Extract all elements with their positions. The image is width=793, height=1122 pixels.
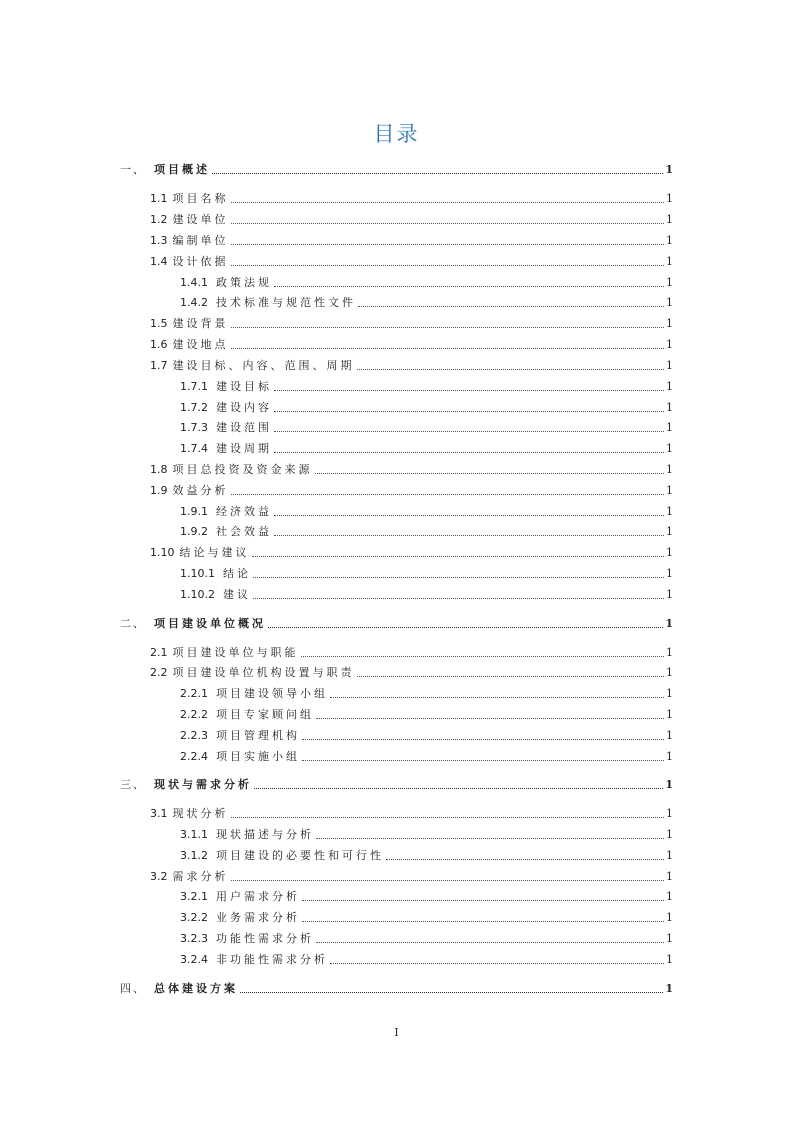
toc-entry-page: 1 (666, 296, 673, 309)
toc-entry-label: 效益分析 (172, 484, 229, 497)
toc-entry-number: 1.7.3 (180, 421, 208, 434)
toc-entry-number: 1.1 (150, 192, 168, 205)
dot-leader (231, 493, 665, 495)
toc-entry-number: 2.2 (150, 666, 168, 679)
toc-entry-number: 2.1 (150, 646, 168, 659)
toc-entry-label: 项目实施小组 (216, 750, 300, 763)
toc-entry-page: 1 (665, 163, 673, 176)
toc-entry-label: 建设背景 (172, 317, 229, 330)
dot-leader (274, 389, 664, 391)
toc-entry-label: 项目建设单位机构设置与职责 (172, 666, 355, 679)
dot-leader (274, 534, 664, 536)
dot-leader (274, 410, 664, 412)
toc-entry-level-2[interactable] (150, 662, 673, 680)
toc-entry-page: 1 (666, 870, 673, 883)
toc-entry-level-3[interactable] (180, 845, 673, 863)
toc-entry-number: 3.1.2 (180, 849, 208, 862)
dot-leader (302, 738, 664, 740)
toc-entry-level-2[interactable] (150, 642, 673, 660)
toc-entry-label: 用户需求分析 (216, 890, 300, 903)
dot-leader (231, 201, 665, 203)
toc-entry-number: 2.2.1 (180, 687, 208, 700)
toc-entry-level-2[interactable] (150, 866, 673, 884)
toc-entry-label: 项目专家顾问组 (216, 708, 314, 721)
dot-leader (274, 285, 664, 287)
toc-entry-page: 1 (666, 588, 673, 601)
dot-leader (231, 879, 665, 881)
dot-leader (316, 941, 664, 943)
toc-entry-level-2[interactable] (150, 334, 673, 352)
toc-entry-page: 1 (666, 828, 673, 841)
toc-entry-level-1[interactable] (120, 613, 673, 631)
toc-entry-page: 1 (665, 778, 673, 791)
toc-entry-page: 1 (666, 192, 673, 205)
dot-leader (330, 962, 664, 964)
dot-leader (302, 759, 664, 761)
toc-entry-number: 3.2.1 (180, 890, 208, 903)
toc-entry-label: 非功能性需求分析 (216, 953, 328, 966)
dot-leader (302, 899, 664, 901)
toc-entry-number: 三、 (120, 778, 146, 791)
toc-entry-level-3[interactable] (180, 725, 673, 743)
toc-entry-label: 现状分析 (172, 807, 229, 820)
toc-entry-number: 1.9.1 (180, 505, 208, 518)
toc-entry-number: 1.10.2 (180, 588, 215, 601)
toc-entry-page: 1 (666, 525, 673, 538)
toc-entry-number: 一、 (120, 163, 146, 176)
toc-entry-label: 现状描述与分析 (216, 828, 314, 841)
toc-entry-label: 建设目标、内容、范围、周期 (172, 359, 355, 372)
toc-entry-label: 项目管理机构 (216, 729, 300, 742)
toc-entry-page: 1 (666, 953, 673, 966)
toc-entry-label: 功能性需求分析 (216, 932, 314, 945)
dot-leader (302, 920, 664, 922)
dot-leader (386, 858, 664, 860)
toc-entry-page: 1 (665, 982, 673, 995)
toc-entry-level-3[interactable] (180, 501, 673, 519)
toc-entry-page: 1 (666, 750, 673, 763)
dot-leader (231, 326, 665, 328)
dot-leader (316, 717, 664, 719)
toc-entry-page: 1 (666, 484, 673, 497)
toc-entry-page: 1 (666, 463, 673, 476)
toc-entry-level-3[interactable] (180, 417, 673, 435)
toc-entry-page: 1 (666, 666, 673, 679)
toc-entry-level-3[interactable] (180, 886, 673, 904)
toc-entry-level-2[interactable] (150, 355, 673, 373)
toc-entry-level-2[interactable] (150, 188, 673, 206)
toc-entry-page: 1 (666, 546, 673, 559)
toc-entry-number: 1.7.2 (180, 401, 208, 414)
toc-entry-number: 1.7.1 (180, 380, 208, 393)
toc-entry-label: 建设单位 (172, 213, 229, 226)
toc-entry-label: 项目建设单位与职能 (172, 646, 299, 659)
toc-entry-page: 1 (666, 505, 673, 518)
dot-leader (254, 787, 663, 789)
toc-entry-level-2[interactable] (150, 459, 673, 477)
toc-entry-page: 1 (666, 317, 673, 330)
toc-entry-number: 1.7 (150, 359, 168, 372)
toc-entry-number: 1.10 (150, 546, 175, 559)
toc-entry-level-2[interactable] (150, 209, 673, 227)
toc-entry-level-2[interactable] (150, 313, 673, 331)
toc-entry-number: 3.1.1 (180, 828, 208, 841)
toc-entry-level-3[interactable] (180, 824, 673, 842)
toc-entry-number: 3.1 (150, 807, 168, 820)
toc-entry-label: 项目概述 (154, 163, 210, 176)
toc-entry-level-3[interactable] (180, 704, 673, 722)
toc-entry-label: 编制单位 (172, 234, 229, 247)
toc-entry-level-3[interactable] (180, 683, 673, 701)
toc-entry-level-3[interactable] (180, 397, 673, 415)
toc-entry-level-3[interactable] (180, 928, 673, 946)
toc-entry-label: 项目建设单位概况 (154, 617, 266, 630)
dot-leader (231, 347, 665, 349)
toc-entry-page: 1 (666, 380, 673, 393)
toc-entry-level-3[interactable] (180, 584, 673, 602)
toc-entry-level-3[interactable] (180, 563, 673, 581)
toc-entry-label: 建设周期 (216, 442, 272, 455)
toc-entry-label: 总体建设方案 (154, 982, 238, 995)
toc-entry-page: 1 (666, 401, 673, 414)
toc-entry-number: 四、 (120, 982, 146, 995)
toc-entry-label: 建设目标 (216, 380, 272, 393)
dot-leader (252, 555, 665, 557)
toc-entry-label: 社会效益 (216, 525, 272, 538)
toc-entry-label: 项目总投资及资金来源 (172, 463, 313, 476)
page-title: 目录 (373, 122, 420, 146)
toc-entry-label: 建设地点 (172, 338, 229, 351)
toc-entry-level-2[interactable] (150, 803, 673, 821)
toc-entry-level-3[interactable] (180, 438, 673, 456)
toc-entry-label: 现状与需求分析 (154, 778, 252, 791)
toc-entry-level-3[interactable] (180, 949, 673, 967)
toc-entry-page: 1 (666, 213, 673, 226)
toc-entry-number: 1.4.2 (180, 296, 208, 309)
toc-entry-number: 1.4.1 (180, 276, 208, 289)
dot-leader (253, 597, 664, 599)
dot-leader (231, 222, 665, 224)
toc-entry-page: 1 (666, 338, 673, 351)
toc-entry-number: 2.2.4 (180, 750, 208, 763)
toc-entry-number: 1.8 (150, 463, 168, 476)
dot-leader (240, 991, 663, 993)
toc-entry-page: 1 (666, 807, 673, 820)
toc-entry-number: 二、 (120, 617, 146, 630)
toc-entry-page: 1 (666, 359, 673, 372)
toc-entry-number: 1.9 (150, 484, 168, 497)
toc-entry-page: 1 (666, 890, 673, 903)
toc-entry-page: 1 (666, 234, 673, 247)
toc-entry-number: 1.5 (150, 317, 168, 330)
toc-entry-level-3[interactable] (180, 376, 673, 394)
toc-entry-number: 1.10.1 (180, 567, 215, 580)
toc-entry-number: 2.2.3 (180, 729, 208, 742)
dot-leader (212, 172, 663, 174)
dot-leader (301, 655, 665, 657)
toc-entry-level-2[interactable] (150, 251, 673, 269)
dot-leader (274, 451, 664, 453)
toc-entry-page: 1 (666, 849, 673, 862)
toc-entry-level-1[interactable] (120, 774, 673, 792)
toc-entry-page: 1 (666, 687, 673, 700)
toc-entry-label: 技术标准与规范性文件 (216, 296, 356, 309)
toc-entry-number: 3.2.3 (180, 932, 208, 945)
dot-leader (330, 696, 664, 698)
dot-leader (274, 430, 664, 432)
toc-entry-number: 1.6 (150, 338, 168, 351)
toc-entry-label: 政策法规 (216, 276, 272, 289)
dot-leader (231, 816, 665, 818)
toc-entry-number: 3.2.4 (180, 953, 208, 966)
toc-entry-label: 需求分析 (172, 870, 229, 883)
toc-entry-label: 建设内容 (216, 401, 272, 414)
toc-entry-page: 1 (666, 442, 673, 455)
toc-entry-page: 1 (665, 617, 673, 630)
toc-entry-page: 1 (666, 932, 673, 945)
toc-entry-label: 结论 (223, 567, 251, 580)
toc-entry-label: 业务需求分析 (216, 911, 300, 924)
toc-entry-page: 1 (666, 646, 673, 659)
toc-entry-label: 项目名称 (172, 192, 229, 205)
dot-leader (268, 626, 663, 628)
dot-leader (253, 576, 664, 578)
toc-entry-page: 1 (666, 911, 673, 924)
dot-leader (358, 305, 664, 307)
toc-entry-page: 1 (666, 421, 673, 434)
toc-entry-level-3[interactable] (180, 292, 673, 310)
toc-entry-page: 1 (666, 708, 673, 721)
toc-entry-level-2[interactable] (150, 480, 673, 498)
toc-entry-label: 结论与建议 (179, 546, 250, 559)
toc-entry-label: 项目建设的必要性和可行性 (216, 849, 384, 862)
page-number: I (394, 1026, 399, 1039)
toc-entry-page: 1 (666, 567, 673, 580)
toc-entry-number: 1.9.2 (180, 525, 208, 538)
dot-leader (316, 837, 664, 839)
toc-entry-level-1[interactable] (120, 159, 673, 177)
dot-leader (357, 368, 665, 370)
toc-entry-number: 3.2.2 (180, 911, 208, 924)
toc-entry-level-3[interactable] (180, 746, 673, 764)
toc-entry-level-2[interactable] (150, 542, 673, 560)
toc-entry-number: 2.2.2 (180, 708, 208, 721)
toc-entry-number: 1.3 (150, 234, 168, 247)
toc-entry-level-3[interactable] (180, 521, 673, 539)
toc-entry-label: 经济效益 (216, 505, 272, 518)
toc-entry-number: 1.2 (150, 213, 168, 226)
dot-leader (274, 514, 664, 516)
dot-leader (231, 264, 665, 266)
toc-entry-page: 1 (666, 255, 673, 268)
toc-entry-label: 建设范围 (216, 421, 272, 434)
toc-entry-label: 项目建设领导小组 (216, 687, 328, 700)
toc-entry-page: 1 (666, 729, 673, 742)
toc-entry-level-2[interactable] (150, 230, 673, 248)
toc-entry-number: 1.7.4 (180, 442, 208, 455)
toc-entry-page: 1 (666, 276, 673, 289)
toc-entry-label: 设计依据 (172, 255, 229, 268)
toc-entry-level-1[interactable] (120, 978, 673, 996)
toc-entry-level-3[interactable] (180, 272, 673, 290)
dot-leader (231, 243, 665, 245)
dot-leader (357, 675, 665, 677)
toc-entry-label: 建议 (223, 588, 251, 601)
dot-leader (315, 472, 665, 474)
toc-entry-number: 3.2 (150, 870, 168, 883)
toc-entry-number: 1.4 (150, 255, 168, 268)
toc-entry-level-3[interactable] (180, 907, 673, 925)
